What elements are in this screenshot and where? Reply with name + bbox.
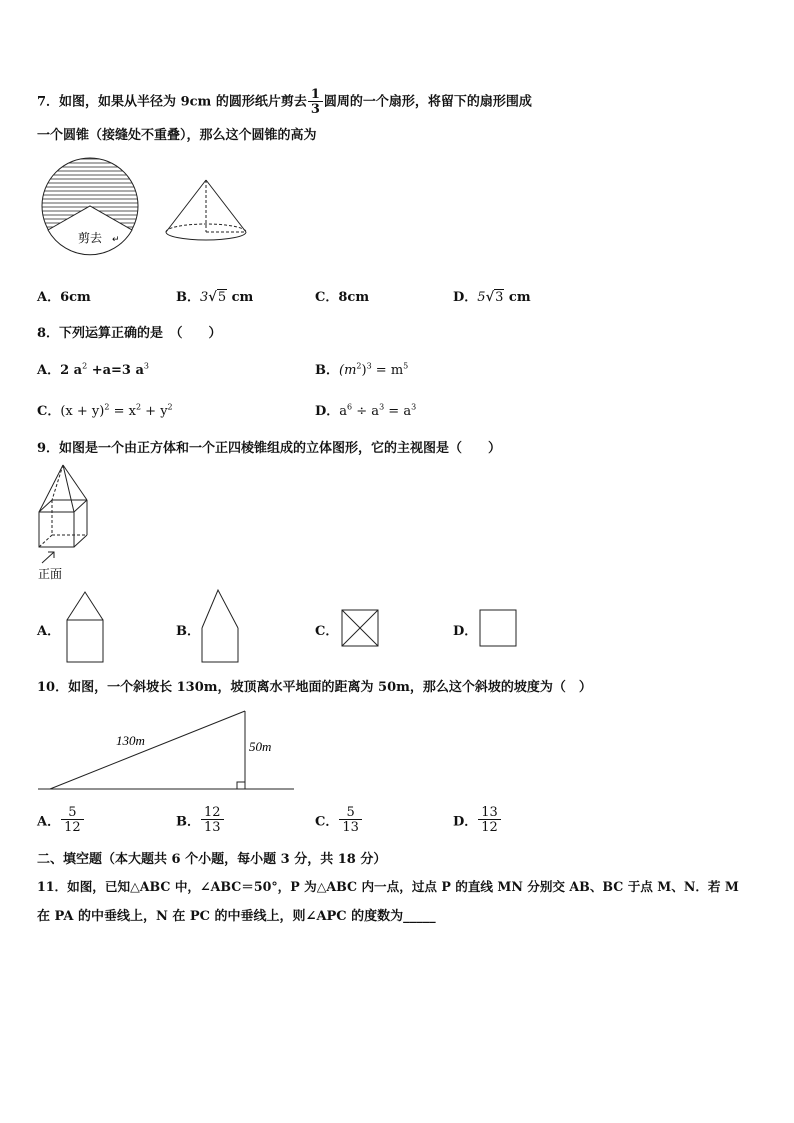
q9-option-a-label: A． bbox=[37, 624, 61, 639]
q9-pyramid-edge bbox=[39, 465, 63, 512]
q7-circle-figure bbox=[40, 156, 140, 261]
q7-option-a: A．6cm bbox=[37, 290, 91, 305]
q8-option-d: D．$a^6 \div a^3 = a^3$ bbox=[315, 402, 417, 419]
q7-option-b: B．3√5 cm bbox=[176, 290, 254, 305]
q11-line2: 在 PA 的中垂线上，N 在 PC 的中垂线上，则∠APC 的度数为_____ bbox=[37, 909, 436, 924]
section2-heading: 二、填空题（本大题共 6 个小题，每小题 3 分，共 18 分） bbox=[37, 852, 387, 867]
q7-option-c: C．8cm bbox=[315, 290, 370, 305]
q10-option-c: C． $\frac{5}{13}$ bbox=[315, 806, 363, 834]
q8-option-b: B．$(m^2)^3 = m^5$ bbox=[315, 361, 409, 378]
q7-cone-base-front bbox=[166, 232, 246, 240]
q7-option-d: D．5√3 cm bbox=[453, 290, 531, 305]
q10-option-a: A． $\frac{5}{12}$ bbox=[37, 806, 85, 834]
q7-return-icon: ↵ bbox=[112, 235, 120, 245]
q9-front-label: 正面 bbox=[38, 567, 63, 581]
q7-line2: 一个圆锥（接缝处不重叠），那么这个圆锥的高为 bbox=[37, 128, 317, 143]
q10-option-d: D． $\frac{13}{12}$ bbox=[453, 806, 502, 834]
q9-solid-figure bbox=[36, 462, 92, 582]
q10-slope-line bbox=[50, 711, 245, 789]
q10-option-b: B． $\frac{12}{13}$ bbox=[176, 806, 225, 834]
q9-option-b-figure bbox=[201, 588, 241, 666]
q9-option-c-label: C． bbox=[315, 624, 339, 639]
q7-fraction: $\frac{1}{3}$ bbox=[308, 88, 323, 116]
q10-slope-figure bbox=[36, 705, 298, 800]
q9-option-a-figure bbox=[66, 590, 106, 666]
q7-cone-right-edge bbox=[206, 180, 246, 232]
q9-option-d-figure bbox=[479, 609, 519, 649]
q8-stem: 8．下列运算正确的是 （ ） bbox=[37, 326, 222, 341]
q7-cone-figure bbox=[163, 178, 249, 242]
q9-option-d-label: D． bbox=[453, 624, 478, 639]
q10-height-label: 50m bbox=[249, 739, 272, 754]
q8-option-a: A．2 $a^2 +a=3$ $a^3$ bbox=[37, 361, 150, 378]
q9-option-b-label: B． bbox=[176, 624, 200, 639]
q8-option-c: C．$(x + y)^2 = x^2 + y^2$ bbox=[37, 402, 173, 419]
q9-option-c-figure bbox=[341, 609, 381, 649]
q9-stem: 9．如图是一个由正方体和一个正四棱锥组成的立体图形，它的主视图是（ ） bbox=[37, 441, 502, 456]
q10-right-angle-mark bbox=[237, 782, 245, 789]
q11-line1: 11．如图，已知△ABC 中，∠ABC＝50°，P 为△ABC 内一点，过点 P 的直线 MN 分别交 AB、BC 于点 M、N．若 M bbox=[37, 879, 739, 894]
q10-slope-label: 130m bbox=[116, 733, 145, 748]
q7-line1: 7．如图，如果从半径为 9cm 的圆形纸片剪去 $\frac{1}{3}$ 圆周的一个扇形，将留下的扇形围成 bbox=[37, 87, 532, 117]
q10-stem: 10．如图，一个斜坡长 130m，坡顶离水平地面的距离为 50m，那么这个斜坡的坡度为（ ） bbox=[37, 680, 592, 695]
q7-cut-label: 剪去 bbox=[77, 231, 103, 245]
q9-front-arrow bbox=[42, 552, 54, 563]
